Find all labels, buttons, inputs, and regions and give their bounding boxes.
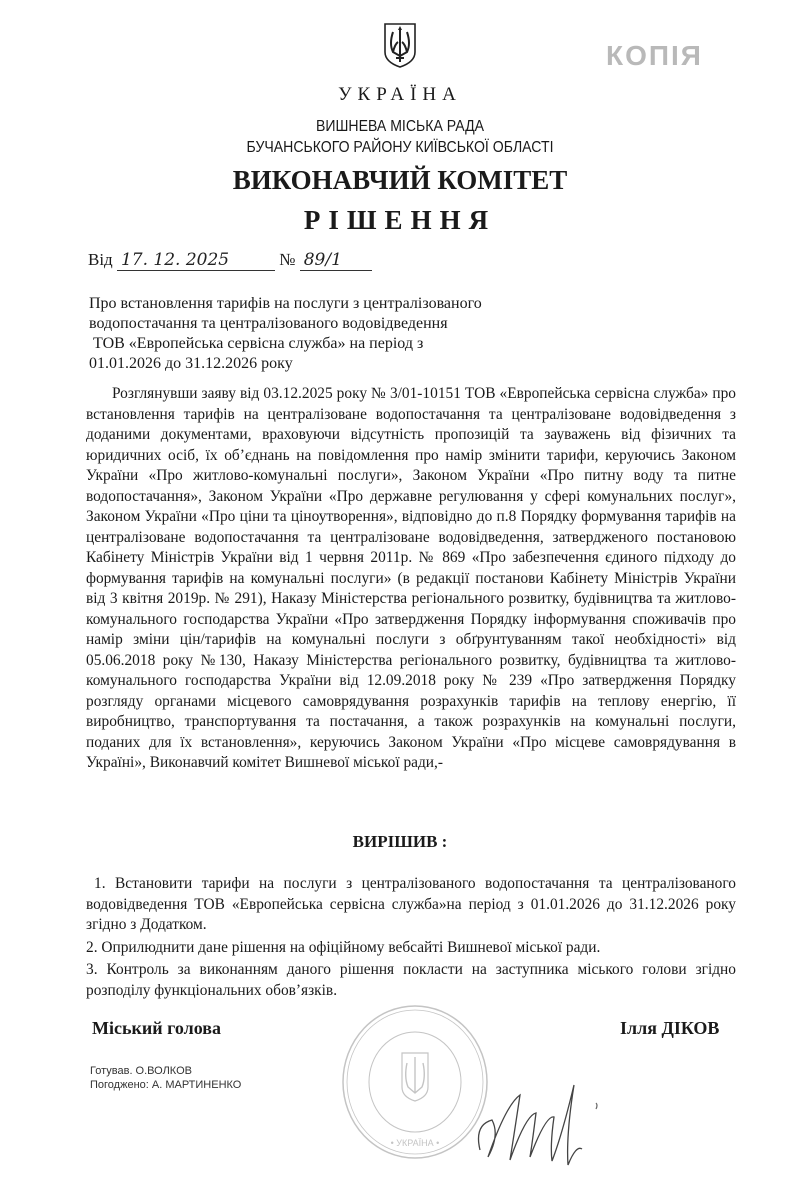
resolution-item: 2. Оприлюднити дане рішення на офіційному вебсайті Вишневої міської ради. — [86, 938, 601, 956]
committee-title: ВИКОНАВЧИЙ КОМІТЕТ — [232, 165, 568, 195]
council-line-2: БУЧАНСЬКОГО РАЙОНУ КИЇВСЬКОЇ ОБЛАСТІ — [246, 139, 554, 156]
official-seal-icon — [340, 1003, 490, 1161]
number-label: № — [279, 250, 296, 269]
country-name: УКРАЇНА — [338, 84, 462, 105]
agreed-by: Погоджено: А. МАРТИНЕНКО — [90, 1079, 242, 1091]
number-value: 89/1 — [300, 250, 372, 271]
resolution-items — [86, 874, 736, 1003]
council-line-1: ВИШНЕВА МІСЬКА РАДА — [316, 118, 484, 135]
preamble-paragraph: Розглянувши заяву від 03.12.2025 року № 3/01-10151 ТОВ «Европейська сервісна служба» про встановлення тарифів на централізоване водопостачання та централізоване водовідведення з доданими документами, враховуючи відсутність пропозицій та зауважень від фізичних та юридичних осіб, їх об’єднань на повідомлення про намір змінити тарифи, керуючись Законом України «Про житлово-комунальні послуги», Законом України «Про питну воду та питне водопостачання», Законом України «Про державне регулювання у сфері комунальних послуг», Законом України «Про ціни та ціноутворення», відповідно до п.8 Порядку формування тарифів на централізоване водопостачання та централізоване водовідведення, затвердженого постановою Кабінету Міністрів України від 1 червня 2011р. № 869 «Про забезпечення єдиного підходу до формування тарифів на комунальні послуги» (в редакції постанови Кабінету Міністрів України від 3 квітня 2019р. № 291), Наказу Міністерства регіонального розвитку, будівництва та житлово-комунального господарства України «Про затвердження Порядку інформування споживачів про намір зміни цін/тарифів на комунальні послуги з обґрунтуванням такої необхідності» від 05.06.2018 року №130, Наказу Міністерства регіонального розвитку, будівництва та житлово-комунального господарства України від 12.09.2018 року № 239 «Про затвердження Порядку розгляду органами місцевого самоврядування розрахунків тарифів на теплову енергію, її виробництво, транспортування та постачання, а також розрахунків на комунальні послуги, поданих для їх встановлення», керуючись Законом України «Про місцеве самоврядування в Україні», Виконавчий комітет Вишневої міської ради,- — [86, 385, 736, 771]
subject-line: Про встановлення тарифів на послуги з централізованого — [89, 295, 482, 312]
date-value: 17. 12. 2025 — [117, 250, 275, 271]
subject-line: 01.01.2026 до 31.12.2026 року — [89, 355, 293, 372]
mayor-title: Міський голова — [92, 1018, 221, 1038]
decision-subject — [89, 294, 549, 374]
mayor-name: Ілля ДІКОВ — [620, 1018, 720, 1038]
coat-of-arms-icon — [383, 22, 417, 68]
resolution-item: 1. Встановити тарифи на послуги з централізованого водопостачання та централізованого водовідведення ТОВ «Европейська сервісна служба»на період з 01.01.2026 до 31.12.2026 року згідно з Додатком. — [86, 875, 736, 933]
document-type: РІШЕННЯ — [303, 205, 497, 235]
copy-stamp: КОПІЯ — [606, 40, 703, 71]
date-label: Від — [88, 250, 113, 269]
subject-line: водопостачання та централізованого водовідведення — [89, 315, 448, 332]
subject-line: ТОВ «Европейська сервісна служба» на період з — [89, 335, 424, 352]
resolved-heading: ВИРІШИВ : — [352, 832, 448, 851]
prepared-by: Готував. О.ВОЛКОВ — [90, 1065, 192, 1077]
svg-text:• УКРАЇНА •: • УКРАЇНА • — [390, 1138, 440, 1148]
resolution-item: 3. Контроль за виконанням даного рішення покласти на заступника міського голови згідно розподілу функціональних обов’язків. — [86, 961, 736, 999]
signature-icon — [470, 1065, 610, 1175]
date-number-row — [88, 250, 372, 271]
prepared-block — [90, 1064, 241, 1092]
council-name — [48, 116, 752, 158]
